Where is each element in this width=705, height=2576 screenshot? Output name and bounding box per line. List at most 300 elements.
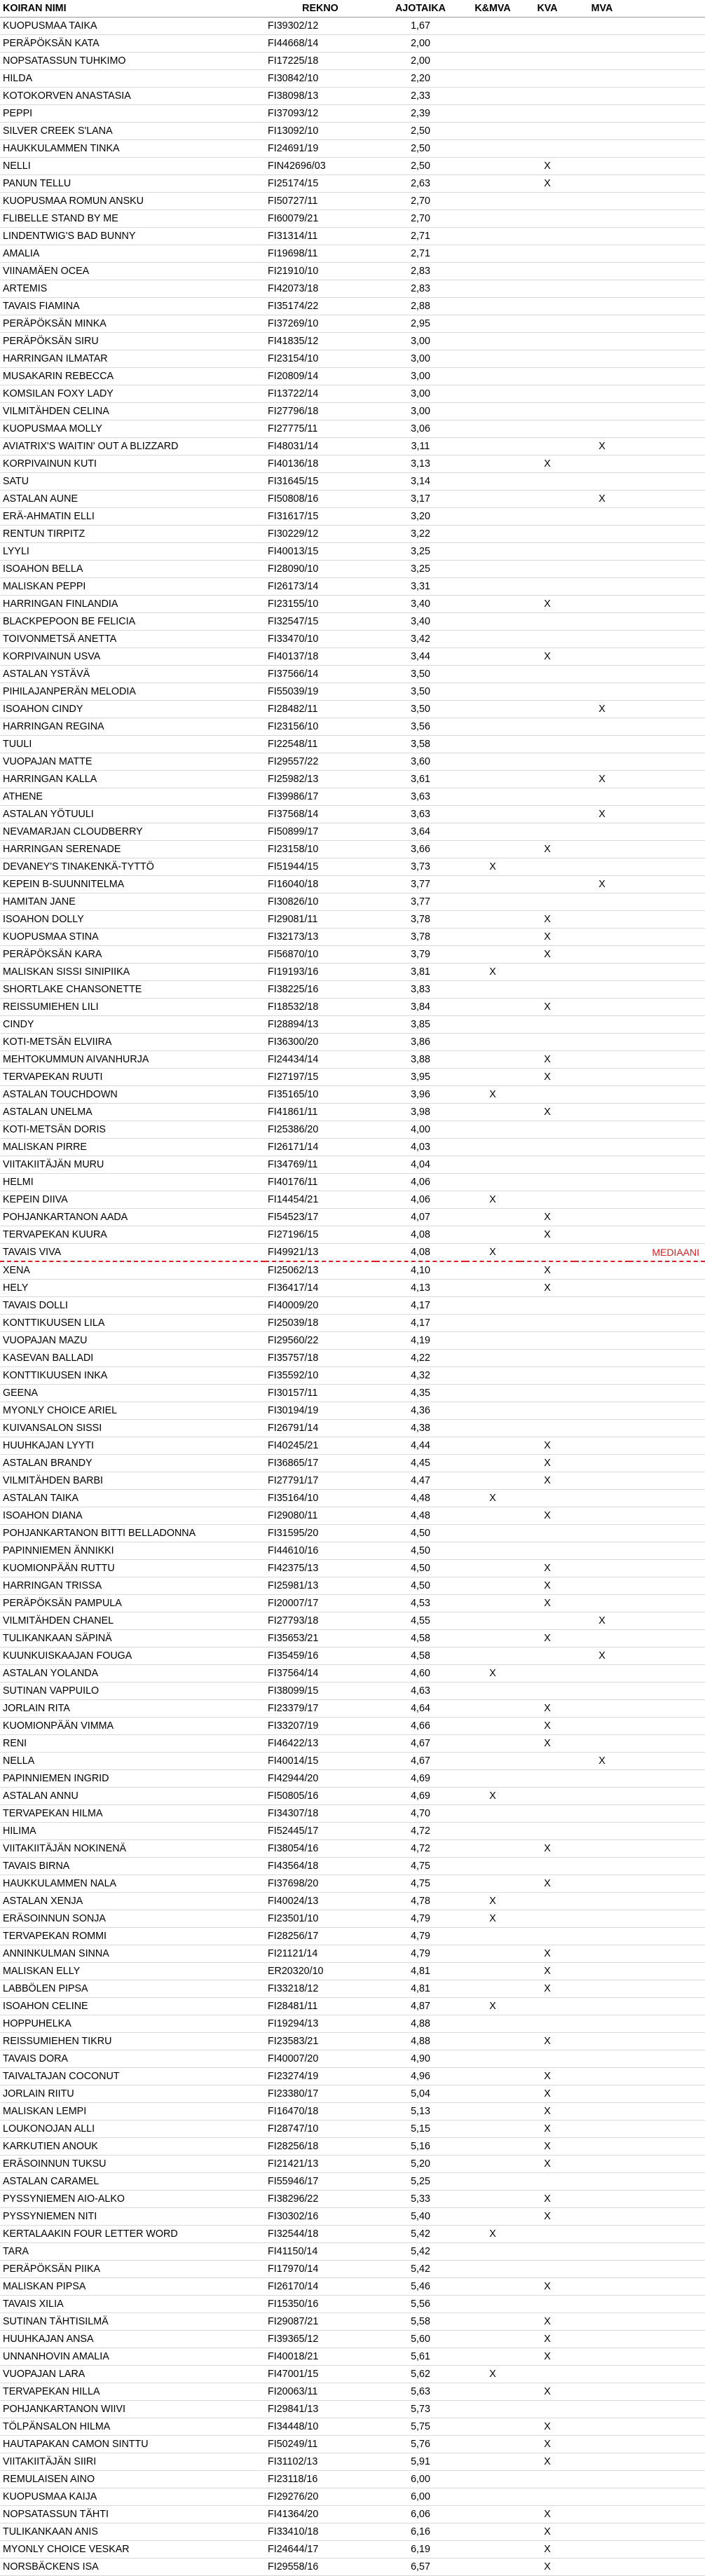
- km-mva-cell[interactable]: [465, 368, 520, 385]
- run-time-cell[interactable]: 5,75: [376, 2418, 465, 2436]
- run-time-cell[interactable]: 4,72: [376, 1840, 465, 1858]
- km-mva-cell[interactable]: [465, 2121, 520, 2138]
- kva-cell[interactable]: X: [520, 1209, 575, 1226]
- run-time-cell[interactable]: 4,50: [376, 1577, 465, 1595]
- reg-number-cell[interactable]: FI28482/11: [265, 701, 376, 718]
- km-mva-cell[interactable]: [465, 683, 520, 701]
- mva-cell[interactable]: [575, 1332, 629, 1350]
- run-time-cell[interactable]: 5,42: [376, 2261, 465, 2278]
- reg-number-cell[interactable]: FI27791/17: [265, 1472, 376, 1490]
- mva-cell[interactable]: [575, 298, 629, 315]
- dog-name-cell[interactable]: HAUTAPAKAN CAMON SINTTU: [0, 2436, 265, 2453]
- kva-cell[interactable]: X: [520, 1069, 575, 1086]
- dog-name-cell[interactable]: TAIVALTAJAN COCONUT: [0, 2068, 265, 2085]
- km-mva-cell[interactable]: [465, 158, 520, 175]
- mva-cell[interactable]: [575, 1209, 629, 1226]
- run-time-cell[interactable]: 4,22: [376, 1350, 465, 1367]
- km-mva-cell[interactable]: [465, 2243, 520, 2261]
- run-time-cell[interactable]: 4,48: [376, 1507, 465, 1525]
- kva-cell[interactable]: X: [520, 158, 575, 175]
- run-time-cell[interactable]: 3,78: [376, 911, 465, 929]
- header-kva[interactable]: KVA: [520, 0, 575, 18]
- kva-cell[interactable]: [520, 858, 575, 876]
- kva-cell[interactable]: [520, 1893, 575, 1910]
- mva-cell[interactable]: [575, 1402, 629, 1420]
- km-mva-cell[interactable]: [465, 35, 520, 53]
- km-mva-cell[interactable]: [465, 2506, 520, 2523]
- km-mva-cell[interactable]: [465, 105, 520, 123]
- dog-name-cell[interactable]: HARRINGAN REGINA: [0, 718, 265, 736]
- reg-number-cell[interactable]: FI29557/22: [265, 753, 376, 771]
- reg-number-cell[interactable]: FI30826/10: [265, 893, 376, 911]
- mva-cell[interactable]: [575, 561, 629, 578]
- run-time-cell[interactable]: 3,11: [376, 438, 465, 455]
- dog-name-cell[interactable]: POHJANKARTANON WIIVI: [0, 2401, 265, 2418]
- mva-cell[interactable]: [575, 1420, 629, 1437]
- km-mva-cell[interactable]: [465, 1402, 520, 1420]
- run-time-cell[interactable]: 4,08: [376, 1226, 465, 1244]
- dog-name-cell[interactable]: TERVAPEKAN HILMA: [0, 1805, 265, 1823]
- reg-number-cell[interactable]: FI28090/10: [265, 561, 376, 578]
- km-mva-cell[interactable]: [465, 736, 520, 753]
- mva-cell[interactable]: [575, 1507, 629, 1525]
- reg-number-cell[interactable]: FI18532/18: [265, 999, 376, 1016]
- mva-cell[interactable]: [575, 2506, 629, 2523]
- kva-cell[interactable]: [520, 228, 575, 245]
- kva-cell[interactable]: X: [520, 2208, 575, 2226]
- reg-number-cell[interactable]: FI19698/11: [265, 245, 376, 263]
- dog-name-cell[interactable]: HARRINGAN KALLA: [0, 771, 265, 788]
- mva-cell[interactable]: [575, 2488, 629, 2506]
- kva-cell[interactable]: X: [520, 2103, 575, 2121]
- km-mva-cell[interactable]: [465, 1858, 520, 1875]
- mva-cell[interactable]: [575, 35, 629, 53]
- mva-cell[interactable]: [575, 1980, 629, 1998]
- km-mva-cell[interactable]: [465, 508, 520, 526]
- kva-cell[interactable]: [520, 1683, 575, 1700]
- run-time-cell[interactable]: 3,00: [376, 368, 465, 385]
- km-mva-cell[interactable]: [465, 1332, 520, 1350]
- dog-name-cell[interactable]: HAUKKULAMMEN TINKA: [0, 140, 265, 158]
- reg-number-cell[interactable]: FI29841/13: [265, 2401, 376, 2418]
- reg-number-cell[interactable]: FI34307/18: [265, 1805, 376, 1823]
- run-time-cell[interactable]: 3,79: [376, 946, 465, 964]
- mva-cell[interactable]: X: [575, 771, 629, 788]
- reg-number-cell[interactable]: FI37564/14: [265, 1665, 376, 1683]
- kva-cell[interactable]: [520, 561, 575, 578]
- dog-name-cell[interactable]: PYSSYNIEMEN NITI: [0, 2208, 265, 2226]
- mva-cell[interactable]: X: [575, 1647, 629, 1665]
- dog-name-cell[interactable]: POHJANKARTANON BITTI BELLADONNA: [0, 1525, 265, 1542]
- mva-cell[interactable]: [575, 1840, 629, 1858]
- dog-name-cell[interactable]: LINDENTWIG'S BAD BUNNY: [0, 228, 265, 245]
- dog-name-cell[interactable]: MALISKAN SISSI SINIPIIKA: [0, 964, 265, 981]
- dog-name-cell[interactable]: UNNANHOVIN AMALIA: [0, 2348, 265, 2366]
- run-time-cell[interactable]: 4,53: [376, 1595, 465, 1612]
- mva-cell[interactable]: [575, 1963, 629, 1980]
- km-mva-cell[interactable]: [465, 2138, 520, 2156]
- km-mva-cell[interactable]: [465, 1700, 520, 1718]
- reg-number-cell[interactable]: FI16040/18: [265, 876, 376, 893]
- dog-name-cell[interactable]: ASTALAN BRANDY: [0, 1455, 265, 1472]
- dog-name-cell[interactable]: VILMITÄHDEN BARBI: [0, 1472, 265, 1490]
- dog-name-cell[interactable]: KEPEIN DIIVA: [0, 1191, 265, 1209]
- kva-cell[interactable]: X: [520, 2331, 575, 2348]
- run-time-cell[interactable]: 3,73: [376, 858, 465, 876]
- reg-number-cell[interactable]: FI16470/18: [265, 2103, 376, 2121]
- mva-cell[interactable]: [575, 508, 629, 526]
- kva-cell[interactable]: [520, 771, 575, 788]
- header-name[interactable]: KOIRAN NIMI: [0, 0, 265, 18]
- run-time-cell[interactable]: 2,63: [376, 175, 465, 193]
- dog-name-cell[interactable]: PERÄPÖKSÄN PIIKA: [0, 2261, 265, 2278]
- kva-cell[interactable]: [520, 1244, 575, 1262]
- kva-cell[interactable]: [520, 2401, 575, 2418]
- mva-cell[interactable]: [575, 1998, 629, 2015]
- dog-name-cell[interactable]: ISOAHON DIANA: [0, 1507, 265, 1525]
- dog-name-cell[interactable]: TULIKANKAAN SÄPINÄ: [0, 1630, 265, 1647]
- reg-number-cell[interactable]: FI38225/16: [265, 981, 376, 999]
- km-mva-cell[interactable]: [465, 2261, 520, 2278]
- run-time-cell[interactable]: 4,55: [376, 1612, 465, 1630]
- reg-number-cell[interactable]: FI38296/22: [265, 2191, 376, 2208]
- header-mva[interactable]: MVA: [575, 0, 629, 18]
- run-time-cell[interactable]: 4,88: [376, 2033, 465, 2050]
- mva-cell[interactable]: [575, 18, 629, 35]
- mva-cell[interactable]: [575, 368, 629, 385]
- reg-number-cell[interactable]: FI24691/19: [265, 140, 376, 158]
- run-time-cell[interactable]: 3,40: [376, 596, 465, 613]
- run-time-cell[interactable]: 5,61: [376, 2348, 465, 2366]
- km-mva-cell[interactable]: [465, 1595, 520, 1612]
- km-mva-cell[interactable]: [465, 1280, 520, 1297]
- km-mva-cell[interactable]: [465, 1577, 520, 1595]
- reg-number-cell[interactable]: FI37566/14: [265, 666, 376, 683]
- dog-name-cell[interactable]: KERTALAAKIN FOUR LETTER WORD: [0, 2226, 265, 2243]
- reg-number-cell[interactable]: FI23156/10: [265, 718, 376, 736]
- run-time-cell[interactable]: 3,78: [376, 929, 465, 946]
- run-time-cell[interactable]: 3,56: [376, 718, 465, 736]
- kva-cell[interactable]: [520, 718, 575, 736]
- dog-name-cell[interactable]: MALISKAN PIRRE: [0, 1139, 265, 1156]
- reg-number-cell[interactable]: FI24644/17: [265, 2541, 376, 2558]
- mva-cell[interactable]: [575, 683, 629, 701]
- reg-number-cell[interactable]: FI29081/11: [265, 911, 376, 929]
- km-mva-cell[interactable]: [465, 1034, 520, 1051]
- km-mva-cell[interactable]: [465, 1963, 520, 1980]
- mva-cell[interactable]: [575, 1770, 629, 1788]
- km-mva-cell[interactable]: [465, 929, 520, 946]
- kva-cell[interactable]: X: [520, 1560, 575, 1577]
- km-mva-cell[interactable]: [465, 701, 520, 718]
- reg-number-cell[interactable]: ER20320/10: [265, 1963, 376, 1980]
- kva-cell[interactable]: [520, 1910, 575, 1928]
- mva-cell[interactable]: [575, 1788, 629, 1805]
- dog-name-cell[interactable]: KOMSILAN FOXY LADY: [0, 385, 265, 403]
- km-mva-cell[interactable]: [465, 455, 520, 473]
- dog-name-cell[interactable]: RENTUN TIRPITZ: [0, 526, 265, 543]
- mva-cell[interactable]: [575, 2436, 629, 2453]
- reg-number-cell[interactable]: FI30157/11: [265, 1385, 376, 1402]
- dog-name-cell[interactable]: TERVAPEKAN KUURA: [0, 1226, 265, 1244]
- mva-cell[interactable]: [575, 420, 629, 438]
- mva-cell[interactable]: [575, 403, 629, 420]
- reg-number-cell[interactable]: FI21910/10: [265, 263, 376, 280]
- mva-cell[interactable]: [575, 1560, 629, 1577]
- kva-cell[interactable]: [520, 893, 575, 911]
- run-time-cell[interactable]: 4,69: [376, 1788, 465, 1805]
- reg-number-cell[interactable]: FI23379/17: [265, 1700, 376, 1718]
- mva-cell[interactable]: [575, 2085, 629, 2103]
- reg-number-cell[interactable]: FI31645/15: [265, 473, 376, 491]
- mva-cell[interactable]: [575, 280, 629, 298]
- run-time-cell[interactable]: 5,33: [376, 2191, 465, 2208]
- kva-cell[interactable]: [520, 806, 575, 823]
- mva-cell[interactable]: [575, 1051, 629, 1069]
- kva-cell[interactable]: [520, 1490, 575, 1507]
- dog-name-cell[interactable]: VIITAKIITÄJÄN SIIRI: [0, 2453, 265, 2471]
- mva-cell[interactable]: [575, 526, 629, 543]
- mva-cell[interactable]: X: [575, 701, 629, 718]
- reg-number-cell[interactable]: FI40024/13: [265, 1893, 376, 1910]
- mva-cell[interactable]: [575, 2015, 629, 2033]
- kva-cell[interactable]: X: [520, 1980, 575, 1998]
- km-mva-cell[interactable]: [465, 2068, 520, 2085]
- reg-number-cell[interactable]: FI29558/16: [265, 2558, 376, 2576]
- reg-number-cell[interactable]: FI47001/15: [265, 2366, 376, 2383]
- kva-cell[interactable]: [520, 403, 575, 420]
- dog-name-cell[interactable]: SHORTLAKE CHANSONETTE: [0, 981, 265, 999]
- km-mva-cell[interactable]: [465, 823, 520, 841]
- mva-cell[interactable]: [575, 2453, 629, 2471]
- run-time-cell[interactable]: 3,58: [376, 736, 465, 753]
- dog-name-cell[interactable]: MUSAKARIN REBECCA: [0, 368, 265, 385]
- dog-name-cell[interactable]: ASTALAN TAIKA: [0, 1490, 265, 1507]
- kva-cell[interactable]: X: [520, 1261, 575, 1280]
- kva-cell[interactable]: [520, 1174, 575, 1191]
- dog-name-cell[interactable]: PERÄPÖKSÄN PAMPULA: [0, 1595, 265, 1612]
- dog-name-cell[interactable]: MALISKAN PEPPI: [0, 578, 265, 596]
- run-time-cell[interactable]: 4,75: [376, 1875, 465, 1893]
- mva-cell[interactable]: [575, 2050, 629, 2068]
- run-time-cell[interactable]: 4,66: [376, 1718, 465, 1735]
- dog-name-cell[interactable]: KEPEIN B-SUUNNITELMA: [0, 876, 265, 893]
- dog-name-cell[interactable]: ASTALAN CARAMEL: [0, 2173, 265, 2191]
- reg-number-cell[interactable]: FI35165/10: [265, 1086, 376, 1104]
- run-time-cell[interactable]: 4,45: [376, 1455, 465, 1472]
- run-time-cell[interactable]: 3,96: [376, 1086, 465, 1104]
- reg-number-cell[interactable]: FI15350/16: [265, 2296, 376, 2313]
- km-mva-cell[interactable]: [465, 53, 520, 70]
- kva-cell[interactable]: X: [520, 2085, 575, 2103]
- kva-cell[interactable]: [520, 1332, 575, 1350]
- reg-number-cell[interactable]: FI48031/14: [265, 438, 376, 455]
- reg-number-cell[interactable]: FI42073/18: [265, 280, 376, 298]
- kva-cell[interactable]: X: [520, 2558, 575, 2576]
- mva-cell[interactable]: [575, 1700, 629, 1718]
- mva-cell[interactable]: X: [575, 1612, 629, 1630]
- dog-name-cell[interactable]: PEPPI: [0, 105, 265, 123]
- dog-name-cell[interactable]: AVIATRIX'S WAITIN' OUT A BLIZZARD: [0, 438, 265, 455]
- kva-cell[interactable]: X: [520, 2436, 575, 2453]
- mva-cell[interactable]: [575, 350, 629, 368]
- reg-number-cell[interactable]: FI28894/13: [265, 1016, 376, 1034]
- mva-cell[interactable]: [575, 736, 629, 753]
- dog-name-cell[interactable]: TÖLPÄNSALON HILMA: [0, 2418, 265, 2436]
- reg-number-cell[interactable]: FI36417/14: [265, 1280, 376, 1297]
- mva-cell[interactable]: [575, 2331, 629, 2348]
- run-time-cell[interactable]: 4,81: [376, 1963, 465, 1980]
- reg-number-cell[interactable]: FI28256/18: [265, 2138, 376, 2156]
- dog-name-cell[interactable]: CINDY: [0, 1016, 265, 1034]
- run-time-cell[interactable]: 2,20: [376, 70, 465, 88]
- dog-name-cell[interactable]: KONTTIKUUSEN LILA: [0, 1315, 265, 1332]
- km-mva-cell[interactable]: [465, 1437, 520, 1455]
- kva-cell[interactable]: [520, 1753, 575, 1770]
- mva-cell[interactable]: [575, 2401, 629, 2418]
- km-mva-cell[interactable]: [465, 753, 520, 771]
- dog-name-cell[interactable]: PAPINNIEMEN INGRID: [0, 1770, 265, 1788]
- mva-cell[interactable]: [575, 1542, 629, 1560]
- dog-name-cell[interactable]: PYSSYNIEMEN AIO-ALKO: [0, 2191, 265, 2208]
- reg-number-cell[interactable]: FI40137/18: [265, 648, 376, 666]
- run-time-cell[interactable]: 4,75: [376, 1858, 465, 1875]
- mva-cell[interactable]: [575, 1367, 629, 1385]
- km-mva-cell[interactable]: [465, 1051, 520, 1069]
- km-mva-cell[interactable]: [465, 1472, 520, 1490]
- mva-cell[interactable]: X: [575, 876, 629, 893]
- kva-cell[interactable]: [520, 1016, 575, 1034]
- kva-cell[interactable]: [520, 1385, 575, 1402]
- mva-cell[interactable]: [575, 2173, 629, 2191]
- mva-cell[interactable]: [575, 893, 629, 911]
- dog-name-cell[interactable]: KUIVANSALON SISSI: [0, 1420, 265, 1437]
- run-time-cell[interactable]: 3,81: [376, 964, 465, 981]
- kva-cell[interactable]: [520, 420, 575, 438]
- kva-cell[interactable]: X: [520, 999, 575, 1016]
- reg-number-cell[interactable]: FI27796/18: [265, 403, 376, 420]
- reg-number-cell[interactable]: FI30194/19: [265, 1402, 376, 1420]
- kva-cell[interactable]: [520, 18, 575, 35]
- reg-number-cell[interactable]: FI20809/14: [265, 368, 376, 385]
- reg-number-cell[interactable]: FI25174/15: [265, 175, 376, 193]
- km-mva-cell[interactable]: X: [465, 1665, 520, 1683]
- mva-cell[interactable]: [575, 210, 629, 228]
- reg-number-cell[interactable]: FI37698/20: [265, 1875, 376, 1893]
- km-mva-cell[interactable]: [465, 438, 520, 455]
- mva-cell[interactable]: [575, 105, 629, 123]
- km-mva-cell[interactable]: [465, 718, 520, 736]
- kva-cell[interactable]: [520, 1823, 575, 1840]
- kva-cell[interactable]: [520, 876, 575, 893]
- km-mva-cell[interactable]: [465, 841, 520, 858]
- run-time-cell[interactable]: 5,13: [376, 2103, 465, 2121]
- kva-cell[interactable]: [520, 1770, 575, 1788]
- reg-number-cell[interactable]: FI20007/17: [265, 1595, 376, 1612]
- kva-cell[interactable]: X: [520, 2453, 575, 2471]
- km-mva-cell[interactable]: [465, 2191, 520, 2208]
- mva-cell[interactable]: [575, 1069, 629, 1086]
- reg-number-cell[interactable]: FI35653/21: [265, 1630, 376, 1647]
- run-time-cell[interactable]: 2,50: [376, 158, 465, 175]
- km-mva-cell[interactable]: [465, 1156, 520, 1174]
- kva-cell[interactable]: X: [520, 2033, 575, 2050]
- reg-number-cell[interactable]: FI17225/18: [265, 53, 376, 70]
- km-mva-cell[interactable]: [465, 1875, 520, 1893]
- km-mva-cell[interactable]: [465, 2278, 520, 2296]
- dog-name-cell[interactable]: ASTALAN XENJA: [0, 1893, 265, 1910]
- kva-cell[interactable]: [520, 1998, 575, 2015]
- run-time-cell[interactable]: 4,67: [376, 1753, 465, 1770]
- run-time-cell[interactable]: 4,69: [376, 1770, 465, 1788]
- reg-number-cell[interactable]: FI32544/18: [265, 2226, 376, 2243]
- run-time-cell[interactable]: 4,67: [376, 1735, 465, 1753]
- run-time-cell[interactable]: 3,95: [376, 1069, 465, 1086]
- km-mva-cell[interactable]: X: [465, 1998, 520, 2015]
- run-time-cell[interactable]: 4,17: [376, 1315, 465, 1332]
- run-time-cell[interactable]: 5,25: [376, 2173, 465, 2191]
- dog-name-cell[interactable]: KORPIVAINUN USVA: [0, 648, 265, 666]
- km-mva-cell[interactable]: [465, 193, 520, 210]
- run-time-cell[interactable]: 6,57: [376, 2558, 465, 2576]
- mva-cell[interactable]: [575, 1683, 629, 1700]
- run-time-cell[interactable]: 4,03: [376, 1139, 465, 1156]
- mva-cell[interactable]: [575, 2523, 629, 2541]
- km-mva-cell[interactable]: [465, 2033, 520, 2050]
- reg-number-cell[interactable]: FI19294/13: [265, 2015, 376, 2033]
- kva-cell[interactable]: [520, 350, 575, 368]
- mva-cell[interactable]: [575, 1034, 629, 1051]
- mva-cell[interactable]: [575, 841, 629, 858]
- reg-number-cell[interactable]: FI13092/10: [265, 123, 376, 140]
- reg-number-cell[interactable]: FI23118/16: [265, 2471, 376, 2488]
- kva-cell[interactable]: X: [520, 2383, 575, 2401]
- reg-number-cell[interactable]: FI31102/13: [265, 2453, 376, 2471]
- mva-cell[interactable]: [575, 823, 629, 841]
- reg-number-cell[interactable]: FI23155/10: [265, 596, 376, 613]
- km-mva-cell[interactable]: [465, 1209, 520, 1226]
- reg-number-cell[interactable]: FI51944/15: [265, 858, 376, 876]
- dog-name-cell[interactable]: ASTALAN AUNE: [0, 491, 265, 508]
- dog-name-cell[interactable]: VUOPAJAN LARA: [0, 2366, 265, 2383]
- kva-cell[interactable]: [520, 1156, 575, 1174]
- run-time-cell[interactable]: 3,63: [376, 788, 465, 806]
- run-time-cell[interactable]: 4,19: [376, 1332, 465, 1350]
- dog-name-cell[interactable]: RENI: [0, 1735, 265, 1753]
- km-mva-cell[interactable]: [465, 2331, 520, 2348]
- run-time-cell[interactable]: 3,31: [376, 578, 465, 596]
- reg-number-cell[interactable]: FI31617/15: [265, 508, 376, 526]
- kva-cell[interactable]: [520, 2366, 575, 2383]
- dog-name-cell[interactable]: KUOPUSMAA ROMUN ANSKU: [0, 193, 265, 210]
- run-time-cell[interactable]: 2,39: [376, 105, 465, 123]
- run-time-cell[interactable]: 3,61: [376, 771, 465, 788]
- run-time-cell[interactable]: 4,96: [376, 2068, 465, 2085]
- run-time-cell[interactable]: 3,00: [376, 350, 465, 368]
- dog-name-cell[interactable]: TAVAIS DOLLI: [0, 1297, 265, 1315]
- mva-cell[interactable]: [575, 1016, 629, 1034]
- dog-name-cell[interactable]: LOUKONOJAN ALLI: [0, 2121, 265, 2138]
- dog-name-cell[interactable]: ISOAHON CELINE: [0, 1998, 265, 2015]
- dog-name-cell[interactable]: HELY: [0, 1280, 265, 1297]
- reg-number-cell[interactable]: FI29560/22: [265, 1332, 376, 1350]
- dog-name-cell[interactable]: KUOPUSMAA STINA: [0, 929, 265, 946]
- run-time-cell[interactable]: 3,00: [376, 403, 465, 420]
- reg-number-cell[interactable]: FI23501/10: [265, 1910, 376, 1928]
- reg-number-cell[interactable]: FI40007/20: [265, 2050, 376, 2068]
- reg-number-cell[interactable]: FI26171/14: [265, 1139, 376, 1156]
- kva-cell[interactable]: X: [520, 2541, 575, 2558]
